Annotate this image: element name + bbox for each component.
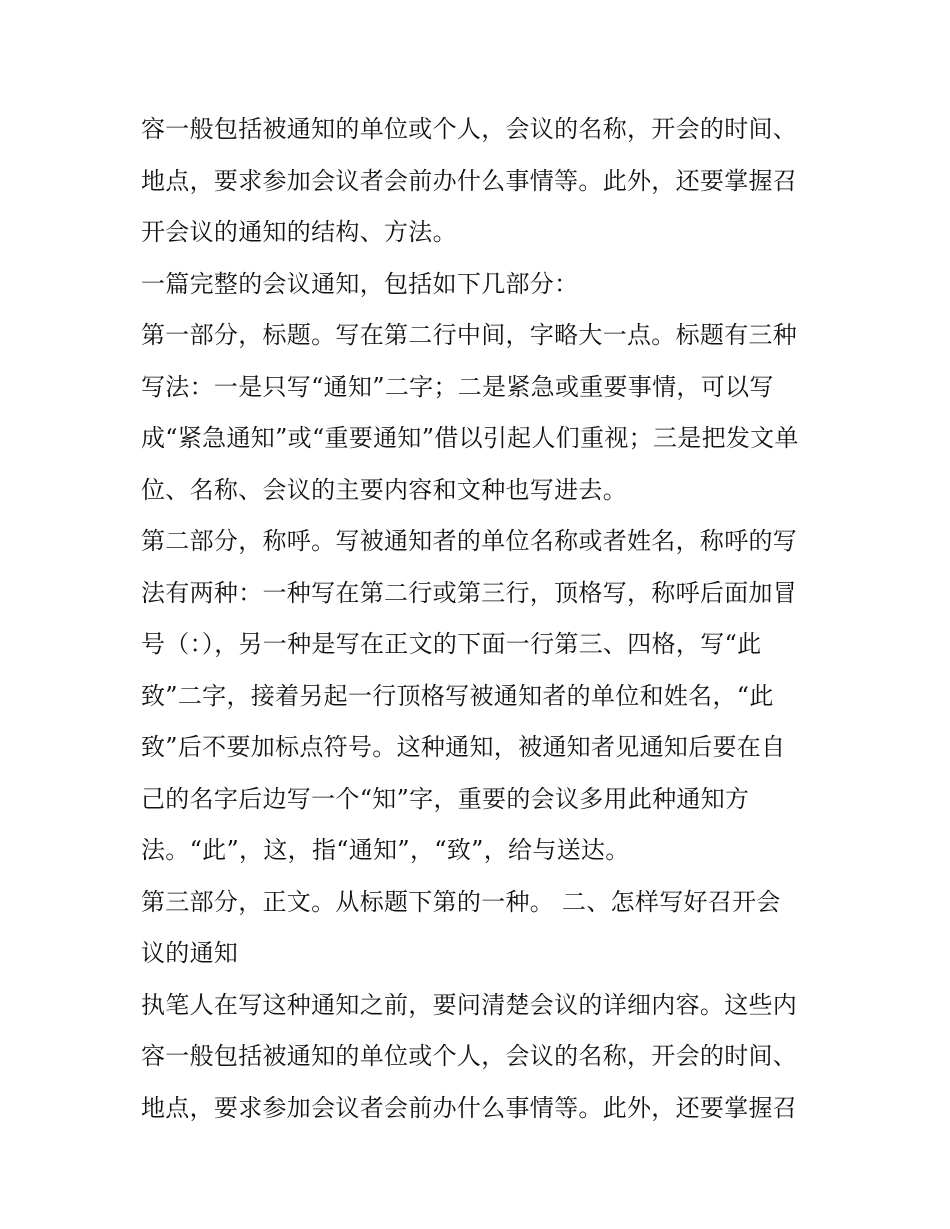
document-body: [141, 104, 811, 1134]
text-line: 地点，要求参加会议者会前办什么事情等。此外，还要掌握召: [141, 1093, 798, 1122]
text-line: 地点，要求参加会议者会前办什么事情等。此外，还要掌握召: [141, 166, 798, 195]
text-line: 执笔人在写这种通知之前，要问清楚会议的详细内容。这些内: [141, 990, 798, 1019]
text-line: 开会议的通知的结构、方法。: [141, 218, 457, 246]
text-line: 容一般包括被通知的单位或个人，会议的名称，开会的时间、: [141, 115, 798, 143]
text-line: 第三部分，正文。从标题下第的一种。 二、怎样写好召开会: [141, 887, 781, 916]
text-line: 位、名称、会议的主要内容和文种也写进去。: [141, 475, 627, 504]
text-line: 第二部分，称呼。写被通知者的单位名称或者姓名，称呼的写: [141, 527, 798, 555]
text-line: 写法：一是只写“通知”二字；二是紧急或重要事情，可以写: [141, 372, 774, 401]
text-line: 号（：），另一种是写在正文的下面一行第三、四格，写“此: [141, 630, 762, 658]
text-line: 致”二字，接着另起一行顶格写被通知者的单位和姓名，“此: [141, 681, 774, 710]
text-line: 第一部分，标题。写在第二行中间，字略大一点。标题有三种: [141, 321, 798, 349]
text-line: 致”后不要加标点符号。这种通知，被通知者见通知后要在自: [141, 733, 786, 761]
text-line: 法。“此”，这，指“通知”，“致”，给与送达。: [141, 836, 630, 864]
text-line: 议的通知: [141, 939, 239, 967]
text-line: 一篇完整的会议通知，包括如下几部分：: [141, 269, 579, 298]
text-line: 法有两种：一种写在第二行或第三行，顶格写，称呼后面加冒: [141, 578, 798, 607]
text-line: 容一般包括被通知的单位或个人，会议的名称，开会的时间、: [141, 1042, 798, 1070]
text-line: 成“紧急通知”或“重要通知”借以引起人们重视；三是把发文单: [141, 424, 799, 452]
text-line: 己的名字后边写一个“知”字，重要的会议多用此种通知方: [141, 784, 750, 813]
